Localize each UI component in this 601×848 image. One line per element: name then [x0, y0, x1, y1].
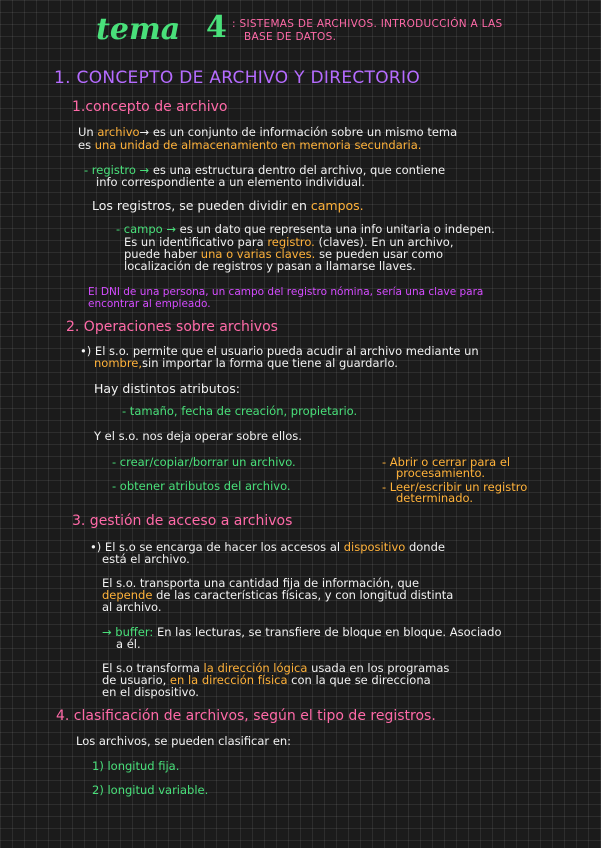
definition-line1: Un archivo→ es un conjunto de información sobre un mismo tema	[78, 125, 458, 139]
address-line2: de usuario, en la dirección física con la que se direcciona	[102, 673, 431, 687]
campo-line3: puede haber una o varias claves. se pueden usar como	[124, 247, 444, 261]
section1-subheading: 1.concepto de archivo	[72, 99, 228, 115]
operations-intro: Y el s.o. nos deja operar sobre ellos.	[94, 429, 302, 443]
operation-create: - crear/copiar/borrar un archivo.	[112, 455, 296, 469]
section2-heading: 2. Operaciones sobre archivos	[66, 319, 278, 335]
attributes-intro: Hay distintos atributos:	[94, 381, 240, 396]
transport-line1: El s.o. transporta una cantidad fija de información, que	[102, 576, 420, 590]
classification-item-2: 2) longitud variable.	[92, 783, 209, 797]
definition-line2: es una unidad de almacenamiento en memoria secundaria.	[78, 138, 422, 152]
example-line2: encontrar al empleado.	[88, 298, 211, 310]
operation-attributes: - obtener atributos del archivo.	[112, 479, 291, 493]
buffer-line2: a él.	[116, 637, 141, 651]
section3-heading: 3. gestión de acceso a archivos	[72, 513, 293, 529]
campo-line1: - campo → es un dato que representa una info unitaria o indepen.	[116, 222, 495, 236]
operation-read-l1: - Leer/escribir un registro	[382, 480, 528, 494]
section2-line2: nombre,sin importar la forma que tiene al guardarlo.	[94, 356, 398, 370]
operation-open-l2: procesamiento.	[396, 466, 486, 480]
title-subtitle-line1: : SISTEMAS DE ARCHIVOS. INTRODUCCIÓN A LAS	[232, 18, 503, 30]
campo-line4: localización de registros y pasan a llamarse llaves.	[124, 259, 416, 273]
example-line1: El DNI de una persona, un campo del registro nómina, sería una clave para	[88, 286, 484, 298]
section4-heading: 4. clasificación de archivos, según el tipo de registros.	[56, 708, 436, 724]
registro-line1: - registro → es una estructura dentro del archivo, que contiene	[84, 163, 446, 177]
buffer-line1: → buffer: En las lecturas, se transfiere de bloque en bloque. Asociado	[102, 625, 502, 639]
section1-heading: 1. CONCEPTO DE ARCHIVO Y DIRECTORIO	[54, 68, 421, 88]
title-subtitle-line2: BASE DE DATOS.	[244, 31, 337, 43]
registro-line2: info correspondiente a un elemento individual.	[96, 175, 365, 189]
address-line1: El s.o transforma la dirección lógica usada en los programas	[102, 661, 450, 675]
campo-line2: Es un identificativo para registro. (claves). En un archivo,	[124, 235, 454, 249]
classification-item-1: 1) longitud fija.	[92, 759, 180, 773]
campos-line: Los registros, se pueden dividir en campos.	[92, 198, 364, 213]
operation-read-l2: determinado.	[396, 491, 474, 505]
section4-line1: Los archivos, se pueden clasificar en:	[76, 734, 292, 748]
transport-line2: depende de las características físicas, y con longitud distinta	[102, 588, 454, 602]
operation-open-l1: - Abrir o cerrar para el	[382, 455, 511, 469]
transport-line3: al archivo.	[102, 600, 162, 614]
address-line3: en el dispositivo.	[102, 685, 199, 699]
attributes-list: - tamaño, fecha de creación, propietario.	[122, 404, 358, 418]
title-word: tema	[96, 12, 181, 47]
section2-line1: •) El s.o. permite que el usuario pueda acudir al archivo mediante un	[80, 344, 479, 358]
section3-line2: está el archivo.	[102, 552, 190, 566]
section3-line1: •) El s.o se encarga de hacer los accesos al dispositivo donde	[90, 540, 445, 554]
title-number: 4	[206, 10, 227, 45]
